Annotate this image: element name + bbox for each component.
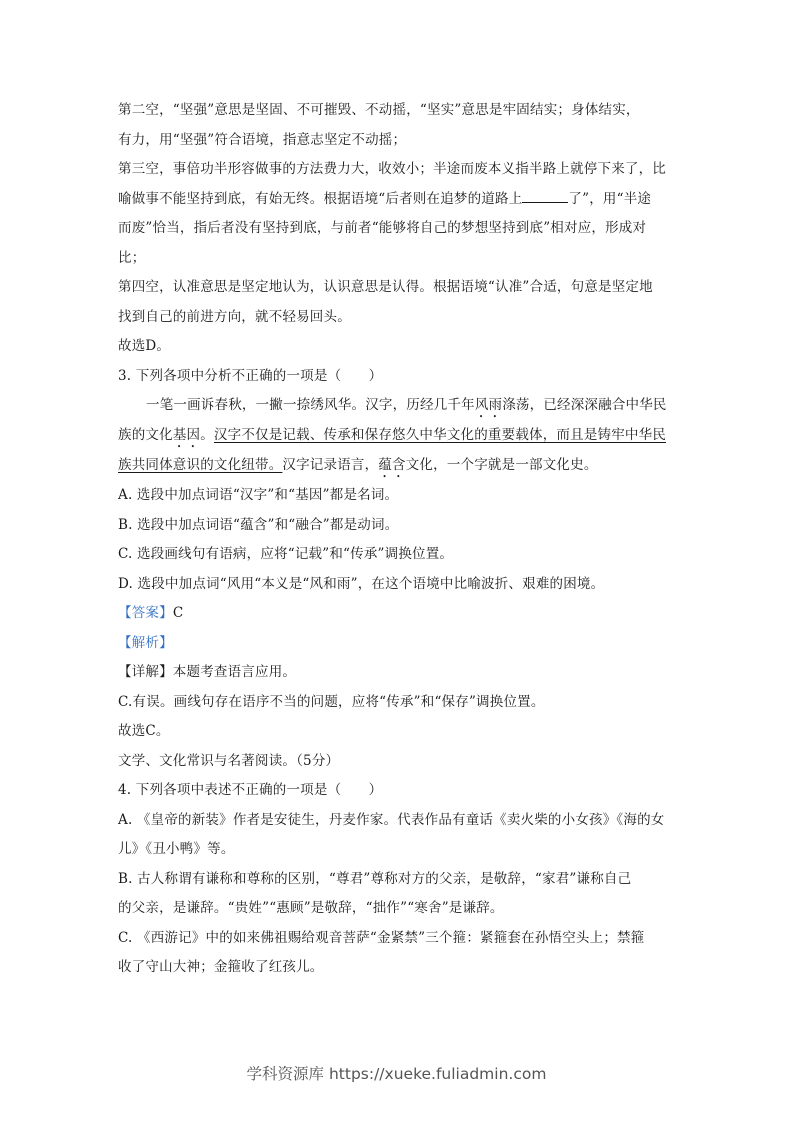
option-d: D. 选段中加点词“风用“本义是“风和雨”，在这个语境中比喻波折、艰难的困境。: [118, 575, 605, 592]
text-span: 了”，用“半途: [568, 190, 652, 207]
q4-option-a: A. 《皇帝的新装》作者是安徒生，丹麦作家。代表作品有童话《卖火柴的小女孩》《海的女: [118, 811, 665, 828]
text-line: 第二空，“坚强”意思是坚固、不可摧毁、不动摇，“坚实”意思是牢固结实；身体结实，: [118, 102, 640, 118]
text-span: 文化，一个字就是一部文化史。: [405, 457, 598, 473]
analysis-line: [118, 629, 680, 659]
text-line: 有力，用“坚强”符合语境，指意志坚定不动摇；: [118, 131, 407, 148]
text-span: 涤荡，已经深深融合中华民: [502, 397, 667, 413]
q4-option-a-cont: 儿》《丑小鸭》等。: [118, 841, 235, 857]
q4-option-b: B. 古人称谓有谦称和尊称的区别，“尊君”尊称对方的父亲，是敬辞，“家君”谦称自己: [118, 870, 632, 887]
passage-line: [118, 421, 680, 451]
dotted-word-fengyu: 风雨: [474, 397, 503, 413]
text-line: 找到自己的前进方向，就不轻易回头。: [118, 308, 351, 325]
passage-line: [118, 391, 680, 421]
text-line: 而废”恰当，指后者没有坚持到底，与前者“能够将自己的梦想坚持到底”相对应，形成对: [118, 220, 647, 236]
q4-option-b-cont: 的父亲，是谦辞。“贵姓”“惠顾”是敬辞，“拙作”“寒舍”是谦辞。: [118, 900, 504, 916]
q4-option-c: C. 《西游记》中的如来佛祖赐给观音菩萨“金紧禁”三个箍：紧箍套在孙悟空头上；禁箍: [118, 929, 645, 946]
text-line: C.有误。画线句存在语序不当的问题，应将“传承”和“保存”调换位置。: [118, 693, 545, 710]
text-span: 。: [200, 427, 214, 443]
passage-line: [118, 451, 680, 481]
text-line: 第四空，认准意思是坚定地认为，认识意思是认得。根据语境“认准”合适，句意是坚定地: [118, 279, 653, 295]
question-4-stem: 4. 下列各项中表述不正确的一项是（ ）: [118, 782, 383, 798]
option-a: A. 选段中加点词语“汉字”和“基因”都是名词。: [118, 487, 399, 503]
text-line: 比；: [118, 249, 146, 266]
text-line: [118, 185, 680, 215]
dotted-word-yunhan: 蕴含: [378, 457, 406, 473]
document-body: [118, 96, 680, 983]
text-span: 汉字记录语言，: [282, 457, 379, 473]
fill-blank: [522, 188, 568, 203]
text-line: 第三空，事倍功半形容做事的方法费力大，收效小；半途而废本义指半路上就停下来了，比: [118, 161, 666, 177]
detail-line: 【详解】本题考查语言应用。: [118, 664, 297, 680]
question-3-stem: 3. 下列各项中分析不正确的一项是（ ）: [118, 367, 383, 384]
text-span: 喻做事不能坚持到底，有始无终。根据语境“后者则在追梦的道路上: [118, 190, 523, 207]
text-span: 族的文化: [118, 427, 173, 443]
dotted-word-jiyin: 基因: [172, 427, 201, 443]
answer-tag: 【答案】: [118, 605, 173, 621]
option-b: B. 选段中加点词语“蕴含”和“融合”都是动词。: [118, 516, 399, 533]
text-span: 一笔一画诉春秋，一撇一捺绣风华。汉字，历经几千年: [146, 397, 475, 413]
q4-option-c-cont: 收了守山大神；金箍收了红孩儿。: [118, 959, 324, 975]
answer-line: [118, 599, 680, 629]
footer-watermark: 学科资源库 https://xueke.fuliadmin.com: [246, 1065, 547, 1083]
text-line: 故选C。: [118, 723, 170, 739]
option-c: C. 选段画线句有语病，应将“记载”和“传承”调换位置。: [118, 546, 454, 562]
analysis-tag: 【解析】: [118, 634, 173, 651]
answer-value: C: [172, 605, 184, 621]
underlined-sentence: 汉字不仅是记载、传承和保存悠久中华文化的重要载体，而且是铸牢中华民: [213, 427, 667, 443]
text-line: 故选D。: [118, 338, 171, 354]
section-heading: 文学、文化常识与名著阅读。（5分）: [118, 752, 340, 769]
underlined-sentence: 族共同体意识的文化纽带。: [118, 457, 283, 473]
